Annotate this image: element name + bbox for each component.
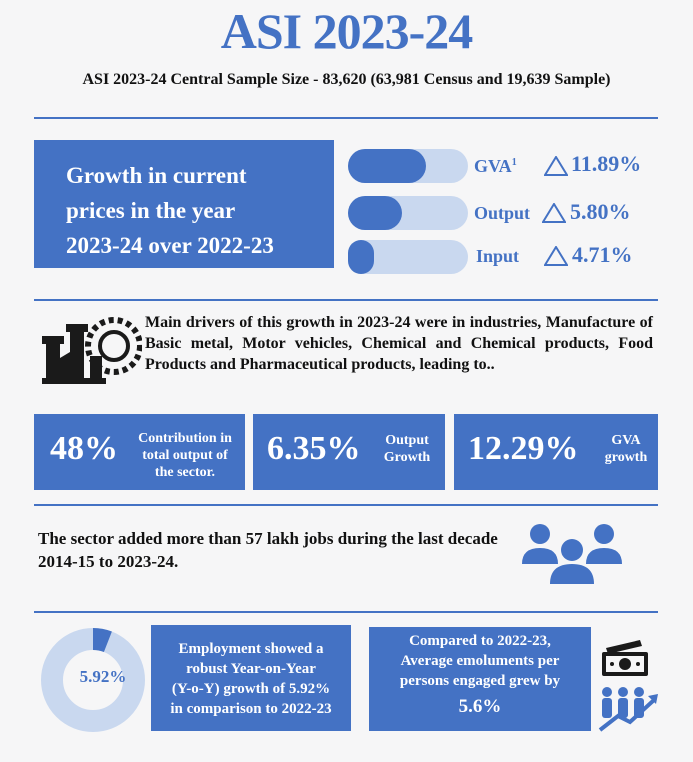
contribution-value: 48%	[50, 430, 118, 467]
contribution-caption	[130, 430, 240, 481]
divider	[34, 117, 658, 119]
input-label	[476, 246, 519, 267]
growth-heading-line: 2023-24 over 2022-23	[66, 233, 274, 258]
emoluments-box	[369, 627, 591, 731]
employment-growth-box	[151, 625, 351, 731]
caption-line: GVA	[611, 433, 641, 448]
output-contribution-box	[34, 414, 245, 490]
gva-footnote-mark: 1	[511, 157, 517, 168]
factory-gear-icon	[42, 312, 142, 384]
caption-line: Contribution in	[138, 431, 232, 446]
employment-line: (Y-o-Y) growth of 5.92%	[171, 681, 331, 697]
increase-triangle-icon	[544, 246, 568, 266]
divider	[34, 299, 658, 301]
donut-value: 5.92%	[79, 667, 127, 686]
output-label-text: Output	[474, 203, 531, 223]
page-title: ASI 2023-24	[220, 3, 473, 59]
output-bar-fill	[348, 196, 402, 230]
jobs-added-text: The sector added more than 57 lakh jobs during the last decade 2014-15 to 2023-24.	[38, 529, 498, 571]
output-growth-caption	[375, 432, 439, 466]
growth-people-icon	[598, 682, 660, 732]
employment-line: Employment showed a	[178, 641, 324, 657]
growth-heading-line: Growth in current	[66, 163, 247, 188]
gva-bar-fill	[348, 149, 426, 183]
emoluments-line: Compared to 2022-23,	[409, 633, 551, 649]
gva-label	[474, 156, 517, 177]
caption-line: the sector.	[154, 465, 216, 480]
output-value: 5.80%	[570, 199, 631, 224]
employment-line: in comparison to 2022-23	[170, 701, 332, 717]
employment-line: robust Year-on-Year	[186, 661, 316, 677]
input-value: 4.71%	[572, 242, 633, 267]
sample-size-subtitle: ASI 2023-24 Central Sample Size - 83,620 (63,981 Census and 19,639 Sample)	[82, 71, 611, 88]
gva-bar-track	[348, 149, 468, 183]
increase-triangle-icon	[544, 156, 568, 176]
increase-triangle-icon	[542, 203, 566, 223]
growth-heading-line: prices in the year	[66, 198, 236, 223]
emoluments-line: Average emoluments per	[400, 653, 560, 669]
emoluments-line: persons engaged grew by	[399, 673, 561, 689]
people-group-icon	[520, 520, 624, 584]
caption-line: growth	[604, 450, 648, 465]
input-label-text: Input	[476, 246, 520, 266]
gva-label-text: GVA	[474, 156, 512, 176]
money-bill-icon	[600, 638, 650, 678]
gva-growth-value: 12.29%	[468, 430, 579, 467]
divider	[34, 611, 658, 613]
output-growth-box	[253, 414, 445, 490]
divider	[34, 504, 658, 506]
growth-drivers-text: Main drivers of this growth in 2023-24 were in industries, Manufacture of Basic metal, Motor vehicles, Chemical and Chemical products, Food Products and Pharmaceutical products, leading to..	[145, 314, 653, 373]
output-growth-value: 6.35%	[267, 430, 361, 467]
caption-line: Growth	[383, 450, 431, 465]
caption-line: total output of	[142, 448, 228, 463]
donut-arc	[93, 639, 108, 642]
gva-value: 11.89%	[571, 151, 642, 176]
emoluments-value: 5.6%	[458, 696, 502, 717]
input-bar-fill	[348, 240, 374, 274]
input-bar-track	[348, 240, 468, 274]
gva-growth-box	[454, 414, 658, 490]
output-bar-track	[348, 196, 468, 230]
caption-line: Output	[385, 433, 429, 448]
gva-growth-caption	[598, 432, 654, 466]
growth-heading-box	[34, 140, 334, 268]
output-label	[474, 203, 530, 224]
